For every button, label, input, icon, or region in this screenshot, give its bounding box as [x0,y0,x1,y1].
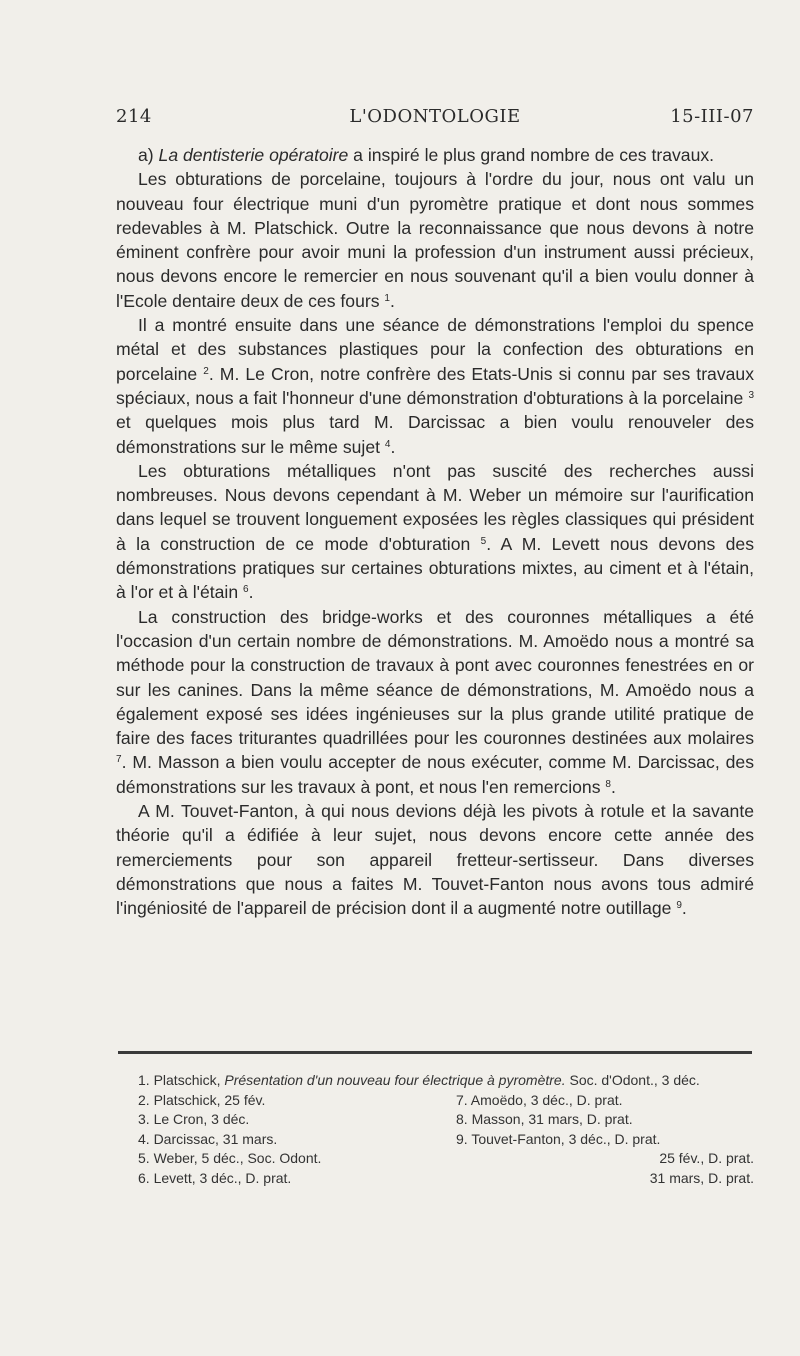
paragraph-1 [116,143,754,167]
footnote-2: 2. Platschick, 25 fév. [138,1091,266,1108]
paragraph-text: Les obturations métalliques n'ont pas suscité des recherches aussi nombreuses. Nous devons cependant à M. Weber un mémoire sur l'aurification dans lequel se trouvent longuement exposées les règles classiques qui président à la construction de ce mode d'obturation [116,460,754,554]
footnote-ref: 6 [243,584,249,596]
paragraph-text: et quelques mois plus tard M. Darcissac a bien voulu renouveler des démonstrations sur le même sujet [116,412,754,457]
issue-date: 15-III-07 [670,106,754,127]
paragraph-4 [116,459,754,605]
paragraph-2 [116,167,754,313]
footnote-column-right [456,1091,754,1189]
running-header [116,106,754,134]
footnote-ref: 7 [116,754,122,766]
footnote-4: 4. Darcissac, 31 mars. [138,1130,278,1147]
footnote-continuation: 25 fév., D. prat. [659,1150,754,1166]
section-label: a) [138,145,159,165]
punctuation: . [610,776,616,797]
footnote-column-left [116,1091,456,1189]
footnote-text: Soc. d'Odont., 3 déc. [565,1072,700,1088]
footnote-ref: 8 [605,778,611,790]
footnote-text: 1. Platschick, [138,1072,225,1088]
footnote-ref: 3 [748,389,754,401]
paragraph-text: La construction des bridge-works et des couronnes métalliques a été l'occasion d'un certain nombre de démonstrations. M. Amoëdo nous a montré sa méthode pour la construction de travaux à pont avec couronnes fenestrées en or sur les canines. Dans la même séance de démonstrations, M. Amoëdo nous a également exposé ses idées ingénieuses sur la plus grande utilité pratique de faire des faces triturantes quadrillées pour les couronnes destinées aux molaires [116,606,754,749]
footnote-9: 9. Touvet-Fanton, 3 déc., D. prat. [456,1130,661,1147]
footnote-ref: 2 [203,365,209,377]
paragraph-text: Il a montré ensuite dans une séance de démonstrations l'emploi du spence métal et des substances plastiques pour la confection des obturations en porcelaine [116,315,754,384]
footnote-1 [116,1071,754,1091]
footnote-ref: 9 [676,900,682,912]
footnote-7: 7. Amoëdo, 3 déc., D. prat. [456,1091,623,1108]
footnote-ref: 5 [480,535,487,547]
footnote-5: 5. Weber, 5 déc., Soc. Odont. [138,1150,322,1166]
page-number: 214 [116,106,152,127]
punctuation: . [390,436,396,457]
paragraph-text: . A M. Levett nous devons des démonstrations pratiques sur certaines obturations mixtes, au ciment et à l'étain, à l'or et à l'étain [116,533,755,603]
paragraph-3 [116,313,754,459]
journal-title: L'ODONTOLOGIE [349,106,521,127]
punctuation: . [248,582,254,603]
footnote-continuation: 31 mars, D. prat. [649,1169,754,1186]
footnote-8: 8. Masson, 31 mars, D. prat. [456,1111,633,1127]
footnote-columns [116,1091,754,1189]
footnote-ref: 4 [384,438,391,450]
section-title: La dentisterie opératoire [158,145,349,165]
paragraph-6 [116,799,754,920]
footnote-ref: 1 [384,292,390,304]
footnote-6: 6. Levett, 3 déc., D. prat. [138,1169,292,1186]
paragraph-text: Les obturations de porcelaine, toujours à l'ordre du jour, nous ont valu un nouveau four électrique muni d'un pyromètre pratique et dont nous sommes redevables à M. Platschick. Outre la reconnaissance que nous devons à notre éminent confrère pour avoir muni la profession d'un instrument aussi précieux, nous devons encore le remercier en nous souvenant qu'il a bien voulu donner à l'Ecole dentaire deux de ces fours [116,169,754,311]
main-text [116,143,754,921]
footnotes [116,1071,754,1188]
footnote-divider [118,1051,752,1054]
punctuation: . [389,290,395,311]
footnote-3: 3. Le Cron, 3 déc. [138,1111,250,1127]
paragraph-text: a inspiré le plus grand nombre de ces travaux. [348,145,715,165]
paragraph-text: A M. Touvet-Fanton, à qui nous devions déjà les pivots à rotule et la savante théorie qu'il a édifiée à leur sujet, nous devons encore cette année des remerciements pour son appareil fretteur-sertisseur. Dans diverses démonstrations que nous a faites M. Touvet-Fanton nous avons tous admiré l'ingéniosité de l'appareil de précision dont il a augmenté notre outillage [116,801,754,919]
punctuation: . [681,898,687,919]
paragraph-5 [116,605,754,799]
paragraph-text: . M. Masson a bien voulu accepter de nous exécuter, comme M. Darcissac, des démonstrations sur les travaux à pont, et nous l'en remercions [116,752,754,797]
footnote-title: Présentation d'un nouveau four électrique à pyromètre. [224,1072,566,1088]
paragraph-text: . M. Le Cron, notre confrère des Etats-Unis si connu par ses travaux spéciaux, nous a fait l'honneur d'une démonstration d'obturations à la porcelaine [116,363,755,408]
